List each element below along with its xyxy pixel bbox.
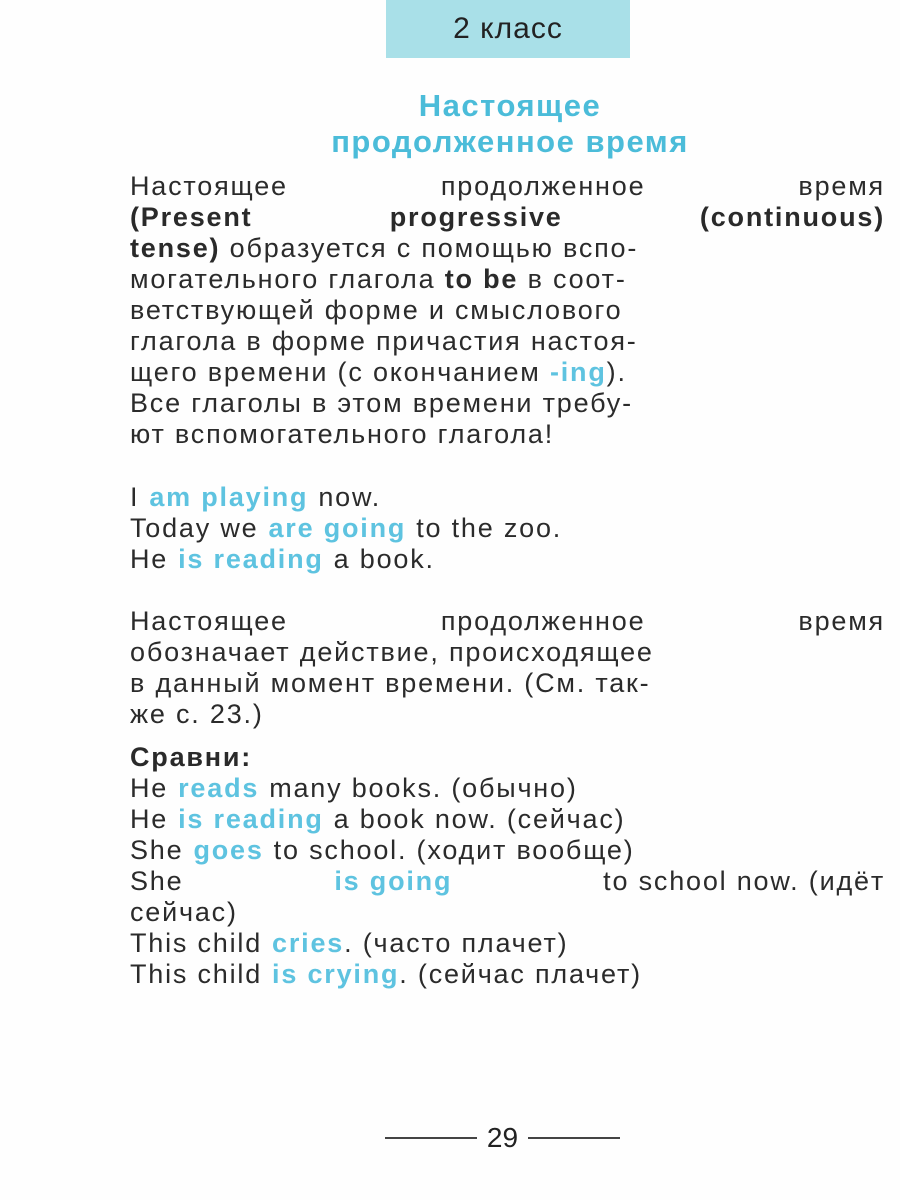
compare-row: He is reading a book now. (сейчас) bbox=[130, 804, 626, 834]
intro-line: могательного глагола to be в соот- bbox=[130, 264, 627, 294]
meaning-line: же с. 23.) bbox=[130, 699, 264, 729]
intro-line: ветствующей форме и смыслового bbox=[130, 295, 623, 325]
example-line: Today we are going to the zoo. bbox=[130, 513, 563, 543]
intro-line: щего времени (с окончанием -ing). bbox=[130, 357, 627, 387]
page-footer bbox=[375, 1118, 630, 1158]
title-line-1: Настоящее bbox=[418, 88, 602, 123]
meaning-line: Настоящее продолженное время bbox=[130, 606, 885, 636]
compare-row: She goes to school. (ходит вообще) bbox=[130, 835, 635, 865]
page-title bbox=[130, 88, 890, 160]
compare-heading: Сравни: bbox=[130, 742, 253, 772]
intro-line: глагола в форме причастия настоя- bbox=[130, 326, 638, 356]
intro-line: ют вспомогательного глагола! bbox=[130, 419, 555, 449]
intro-line: Все глаголы в этом времени требу- bbox=[130, 388, 633, 418]
compare-row: This child is crying. (сейчас плачет) bbox=[130, 959, 642, 989]
title-line-2: продолженное время bbox=[331, 124, 689, 159]
grade-label: 2 класс bbox=[453, 12, 563, 45]
compare-row: сейчас) bbox=[130, 897, 238, 927]
compare-row: She is going to school now. (идёт bbox=[130, 866, 885, 896]
meaning-line: обозначает действие, происходящее bbox=[130, 637, 654, 667]
compare-row: This child cries. (часто плачет) bbox=[130, 928, 569, 958]
meaning-paragraph bbox=[130, 606, 885, 730]
intro-paragraph bbox=[130, 171, 885, 450]
intro-line: (Present progressive (continuous) bbox=[130, 202, 885, 232]
example-line: He is reading a book. bbox=[130, 544, 435, 574]
page-number: 29 bbox=[486, 1122, 519, 1153]
compare-row: He reads many books. (обычно) bbox=[130, 773, 578, 803]
footer-rule-left bbox=[385, 1137, 477, 1139]
intro-line: Настоящее продолженное время bbox=[130, 171, 885, 201]
intro-line: tense) образуется с помощью вспо- bbox=[130, 233, 639, 263]
footer-rule-right bbox=[528, 1137, 620, 1139]
examples bbox=[130, 482, 885, 575]
ending-ing: -ing bbox=[549, 357, 607, 387]
meaning-line: в данный момент времени. (См. так- bbox=[130, 668, 651, 698]
example-line: I am playing now. bbox=[130, 482, 382, 512]
grade-tab bbox=[386, 0, 630, 58]
compare-section bbox=[130, 742, 885, 990]
